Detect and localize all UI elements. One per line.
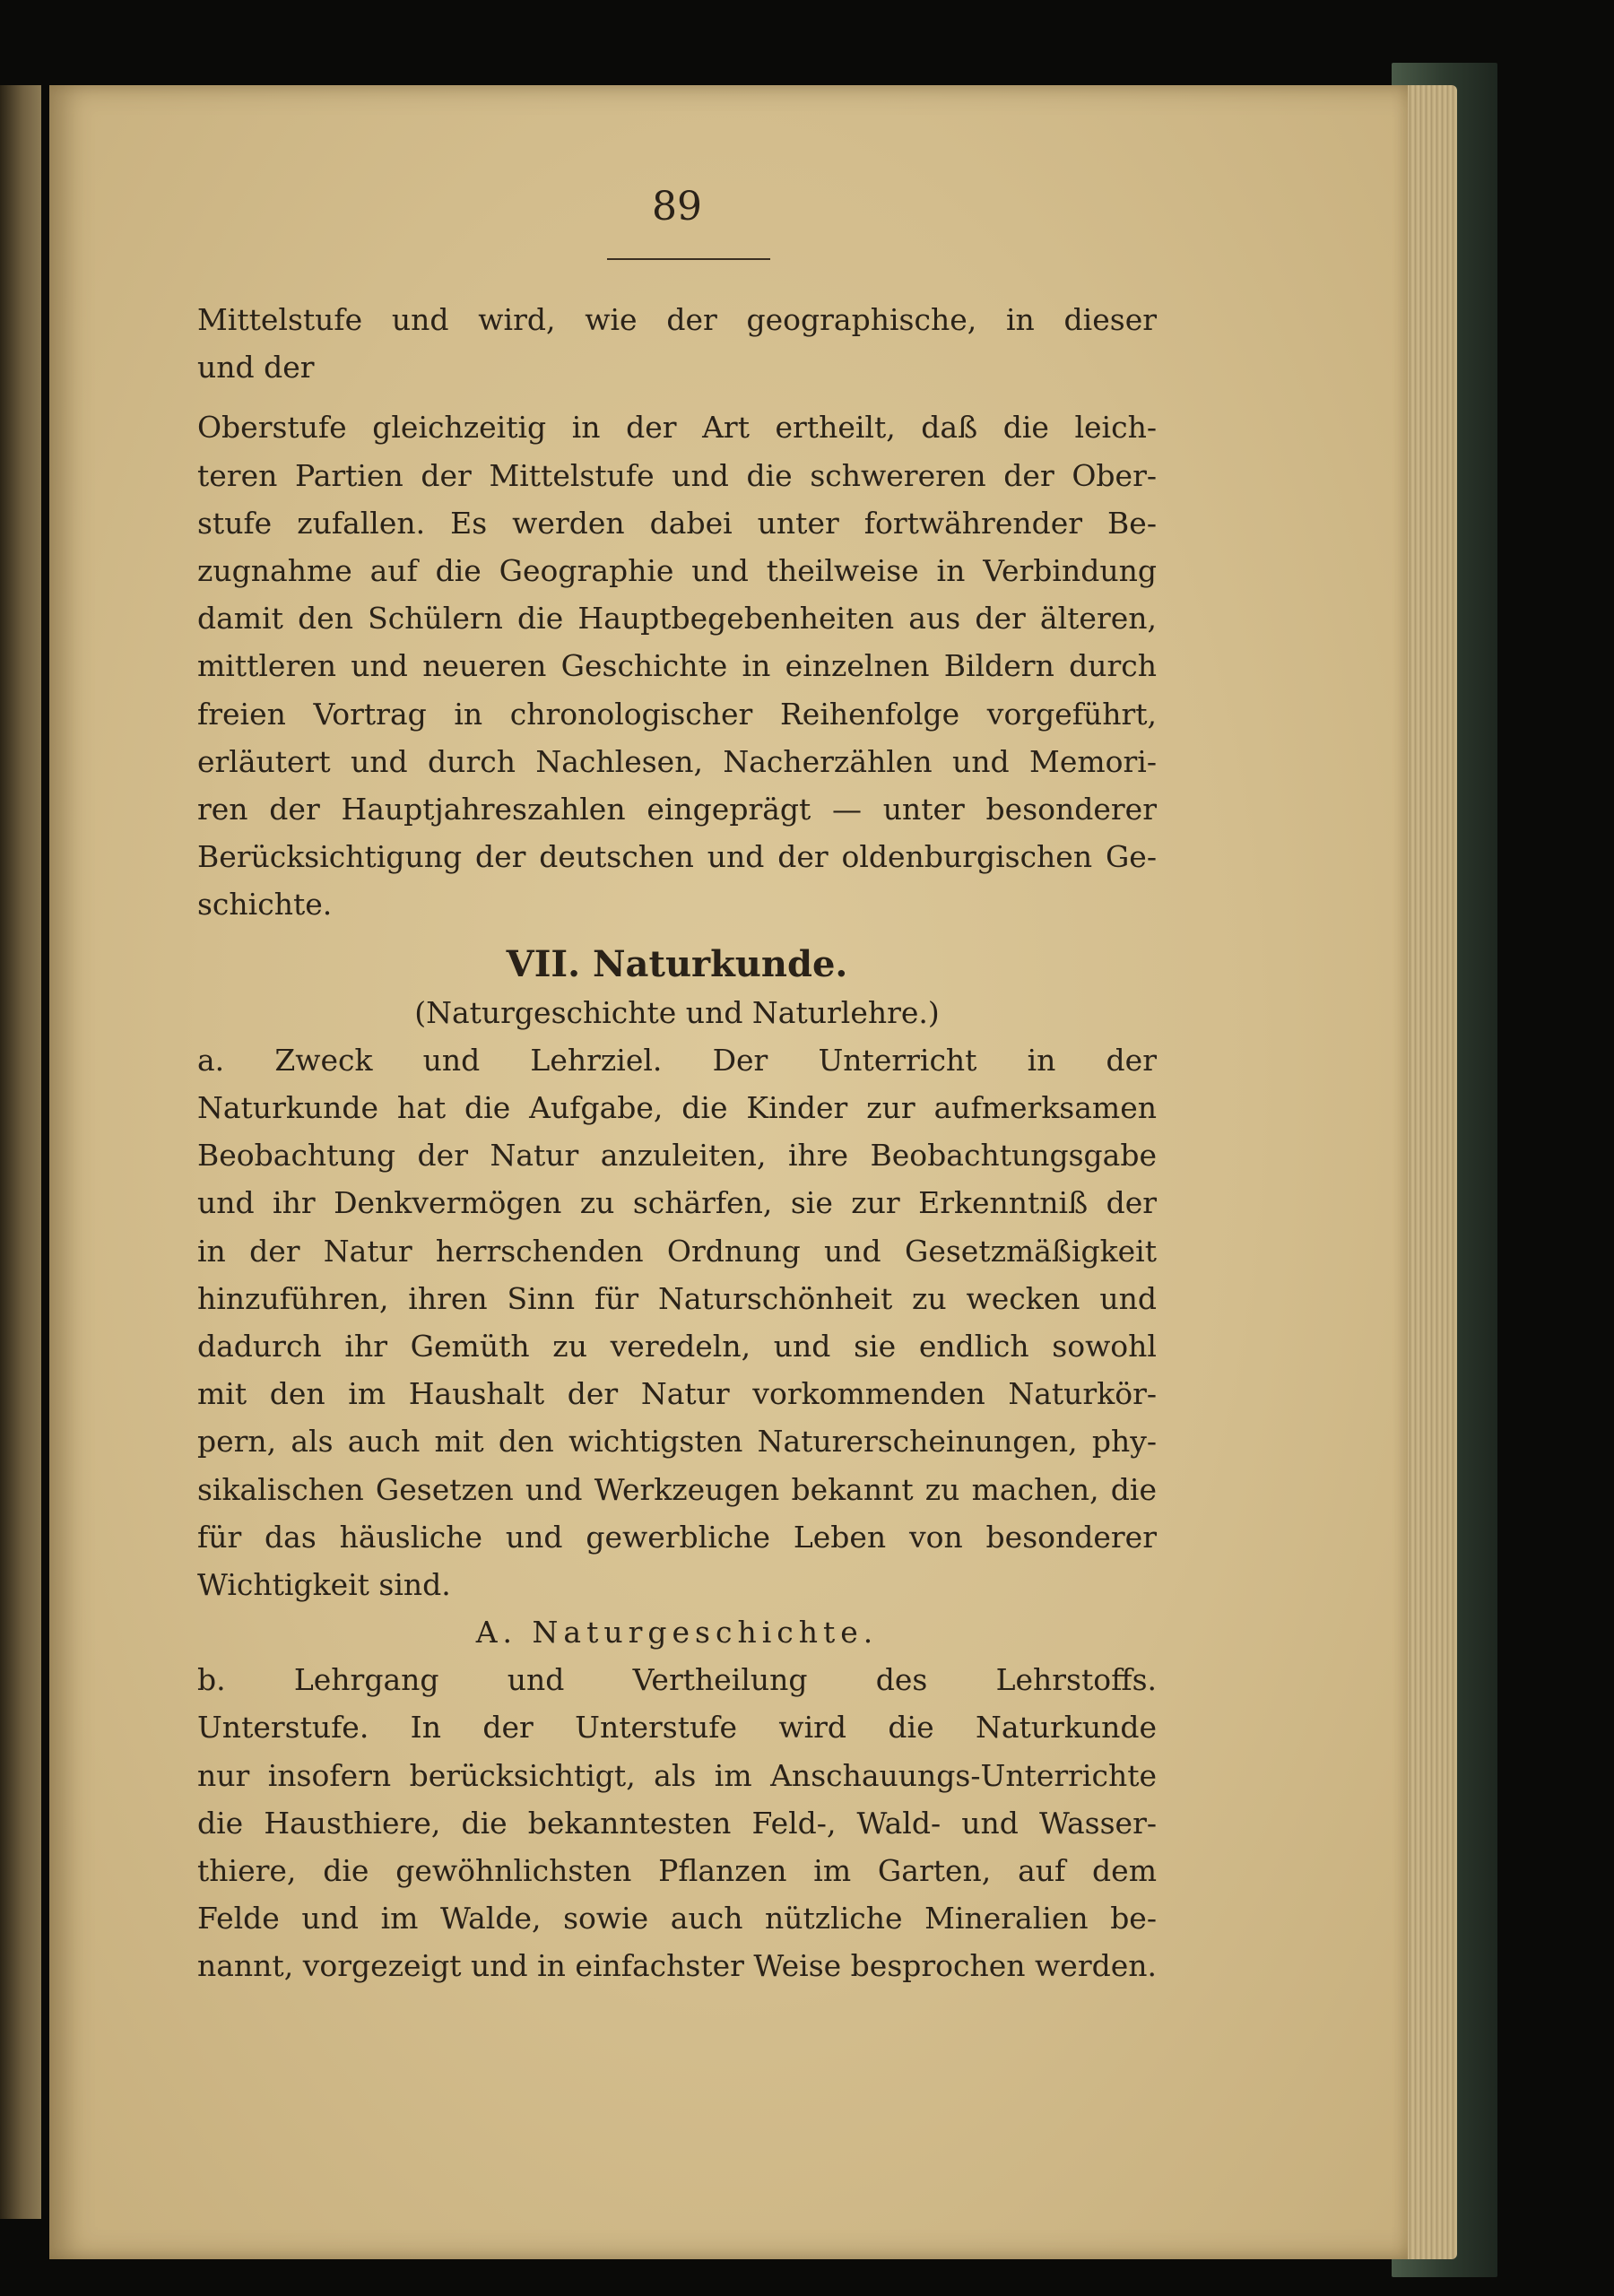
text-line: freien Vortrag in chronologischer Reihenfolge vorgeführt,: [197, 696, 1157, 732]
page-text: [197, 296, 1157, 1990]
subsection-heading: A. Naturgeschichte.: [475, 1615, 879, 1651]
text-line: a. Zweck und Lehrziel. Der Unterricht in der: [197, 1042, 1157, 1078]
text-line: Naturkunde hat die Aufgabe, die Kinder zur aufmerksamen: [197, 1090, 1157, 1125]
text-line: erläutert und durch Nachlesen, Nacherzählen und Memori-: [197, 743, 1157, 779]
text-line: mit den im Haushalt der Natur vorkommenden Naturkör-: [197, 1376, 1157, 1412]
section-subheading: (Naturgeschichte und Naturlehre.): [414, 994, 940, 1030]
text-line: sikalischen Gesetzen und Werkzeugen bekannt zu machen, die: [197, 1471, 1157, 1507]
text-line: stufe zufallen. Es werden dabei unter fortwährender Be-: [197, 505, 1157, 541]
facing-page-edge: [0, 85, 41, 2219]
text-line: dadurch ihr Gemüth zu veredeln, und sie endlich sowohl: [197, 1328, 1157, 1364]
text-line: in der Natur herrschenden Ordnung und Gesetzmäßigkeit: [197, 1233, 1157, 1269]
text-line: Beobachtung der Natur anzuleiten, ihre Beobachtungsgabe: [197, 1138, 1157, 1174]
text-line: mittleren und neueren Geschichte in einzelnen Bildern durch: [197, 648, 1157, 684]
text-line: Felde und im Walde, sowie auch nützliche Mineralien be-: [197, 1901, 1157, 1936]
text-line: zugnahme auf die Geographie und theilweise in Verbindung: [197, 552, 1157, 588]
text-line: ren der Hauptjahreszahlen eingeprägt — unter besonderer: [197, 791, 1157, 827]
section-heading: VII. Naturkunde.: [506, 943, 848, 986]
text-line: pern, als auch mit den wichtigsten Naturerscheinungen, phy-: [197, 1424, 1157, 1460]
text-line: die Hausthiere, die bekanntesten Feld-, Wald- und Wasser-: [197, 1805, 1157, 1841]
text-line: Berücksichtigung der deutschen und der oldenburgischen Ge-: [197, 839, 1157, 875]
text-line: und ihr Denkvermögen zu schärfen, sie zur Erkenntniß der: [197, 1185, 1157, 1221]
text-line: Unterstufe. In der Unterstufe wird die Naturkunde: [197, 1710, 1157, 1746]
text-line: Oberstufe gleichzeitig in der Art ertheilt, daß die leich-: [197, 410, 1157, 446]
text-line: hinzuführen, ihren Sinn für Naturschönheit zu wecken und: [197, 1280, 1157, 1316]
text-line: damit den Schülern die Hauptbegebenheiten aus der älteren,: [197, 601, 1157, 637]
text-line: nannt, vorgezeigt und in einfachster Weise besprochen werden.: [197, 1948, 1157, 1984]
text-line: Wichtigkeit sind.: [197, 1566, 451, 1602]
text-line: Mittelstufe und wird, wie der geographische, in dieser: [197, 302, 1157, 337]
text-line: nur insofern berücksichtigt, als im Anschauungs-Unterrichte: [197, 1757, 1157, 1793]
text-line: teren Partien der Mittelstufe und die schwereren der Ober-: [197, 457, 1157, 493]
text-line: und der: [197, 350, 315, 386]
text-line: schichte.: [197, 887, 333, 923]
text-line: thiere, die gewöhnlichsten Pflanzen im Garten, auf dem: [197, 1853, 1157, 1888]
text-line: b. Lehrgang und Vertheilung des Lehrstoffs.: [197, 1662, 1157, 1698]
text-line: für das häusliche und gewerbliche Leben von besonderer: [197, 1519, 1157, 1555]
header-rule: [607, 258, 770, 260]
page-number: 89: [652, 184, 702, 230]
